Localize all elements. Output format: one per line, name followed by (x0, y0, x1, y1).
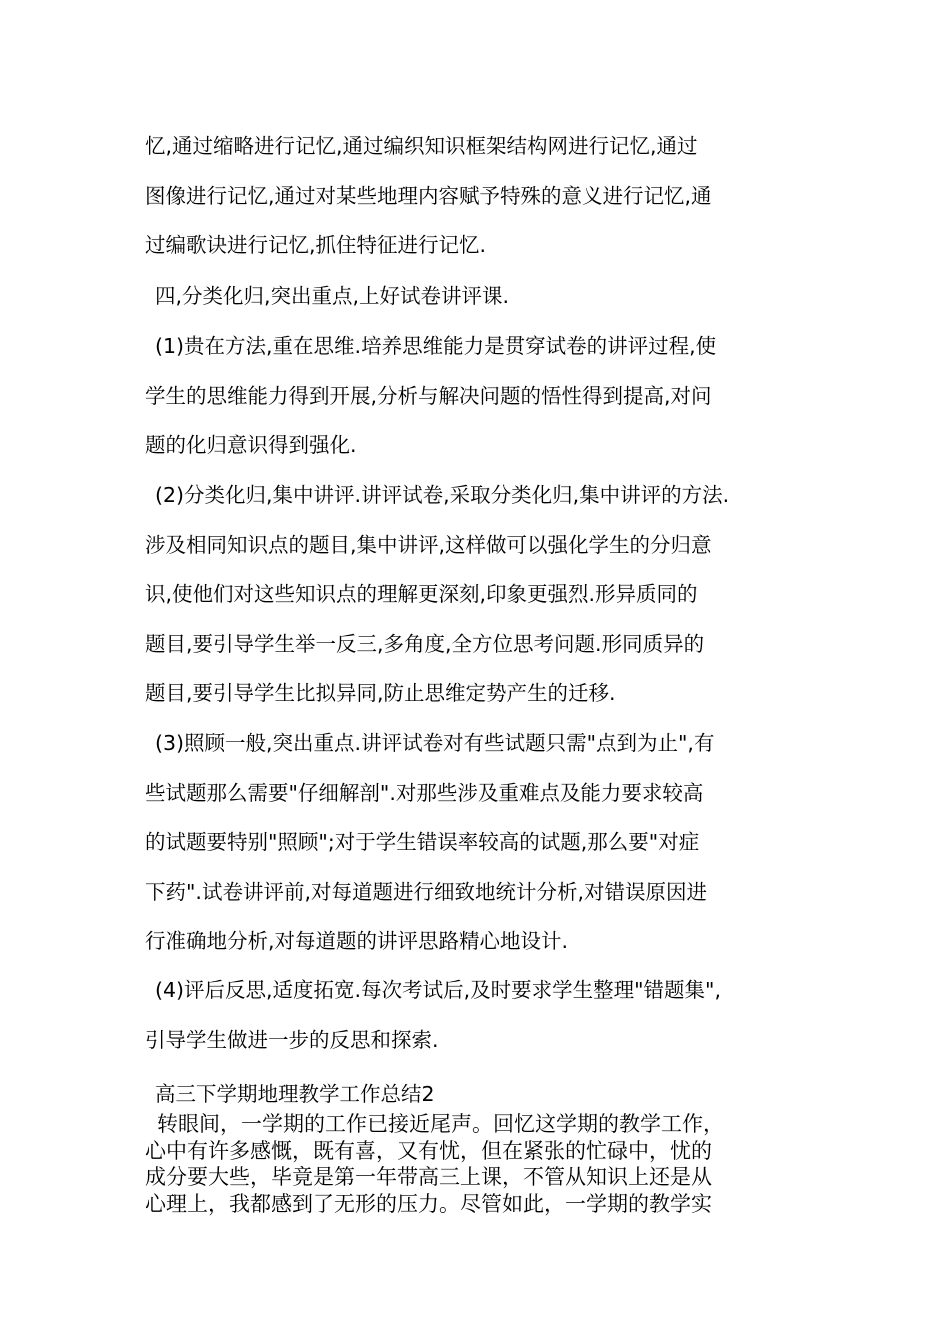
text-line: 行准确地分析,对每道题的讲评思路精心地设计. (145, 929, 569, 953)
text-line: 转眼间，一学期的工作已接近尾声。回忆这学期的教学工作， (157, 1112, 724, 1136)
text-line: 学生的思维能力得到开展,分析与解决问题的悟性得到提高,对问 (145, 383, 712, 408)
text-line: 题目,要引导学生比拟异同,防止思维定势产生的迁移. (145, 681, 616, 705)
section-heading: 高三下学期地理教学工作总结2 (155, 1082, 435, 1106)
text-line: 成分要大些，毕竟是第一年带高三上课，不管从知识上还是从 (145, 1165, 712, 1189)
text-line: 引导学生做进一步的反思和探索. (145, 1027, 439, 1052)
text-line: 四,分类化归,突出重点,上好试卷讲评课. (155, 284, 510, 308)
text-line: 心中有许多感慨，既有喜，又有忧，但在紧张的忙碌中，忧的 (145, 1138, 712, 1163)
text-line: (1)贵在方法,重在思维.培养思维能力是贯穿试卷的讲评过程,使 (155, 334, 717, 358)
text-line: 的试题要特别"照顾";对于学生错误率较高的试题,那么要"对症 (145, 830, 700, 854)
text-line: 心理上，我都感到了无形的压力。尽管如此，一学期的教学实 (145, 1191, 712, 1216)
text-line: 些试题那么需要"仔细解剖".对那些涉及重难点及能力要求较高 (145, 780, 704, 805)
paragraph-memory-methods (145, 122, 820, 271)
text-line: 题目,要引导学生举一反三,多角度,全方位思考问题.形同质异的 (145, 631, 705, 656)
text-line: (4)评后反思,适度拓宽.每次考试后,及时要求学生整理"错题集", (155, 978, 721, 1002)
text-line: 识,使他们对这些知识点的理解更深刻,印象更强烈.形异质同的 (145, 582, 698, 606)
text-line: 过编歌诀进行记忆,抓住特征进行记忆. (145, 233, 487, 257)
paragraph-summary-intro (145, 1111, 820, 1217)
paragraph-section-four-title (145, 272, 820, 322)
paragraph-point-2 (145, 471, 820, 719)
text-line: 题的化归意识得到强化. (145, 433, 357, 457)
paragraph-point-4 (145, 966, 820, 1065)
text-line: (3)照顾一般,突出重点.讲评试卷对有些试题只需"点到为止",有 (155, 731, 715, 755)
text-line: (2)分类化归,集中讲评.讲评试卷,采取分类化归,集中讲评的方法. (155, 483, 730, 507)
text-line: 忆,通过缩略进行记忆,通过编织知识框架结构网进行记忆,通过 (145, 134, 698, 158)
text-line: 涉及相同知识点的题目,集中讲评,这样做可以强化学生的分归意 (145, 532, 712, 557)
paragraph-point-1 (145, 322, 820, 471)
text-line: 下药".试卷讲评前,对每道题进行细致地统计分析,对错误原因进 (145, 879, 707, 904)
text-line: 图像进行记忆,通过对某些地理内容赋予特殊的意义进行记忆,通 (145, 183, 712, 208)
paragraph-point-3 (145, 719, 820, 967)
